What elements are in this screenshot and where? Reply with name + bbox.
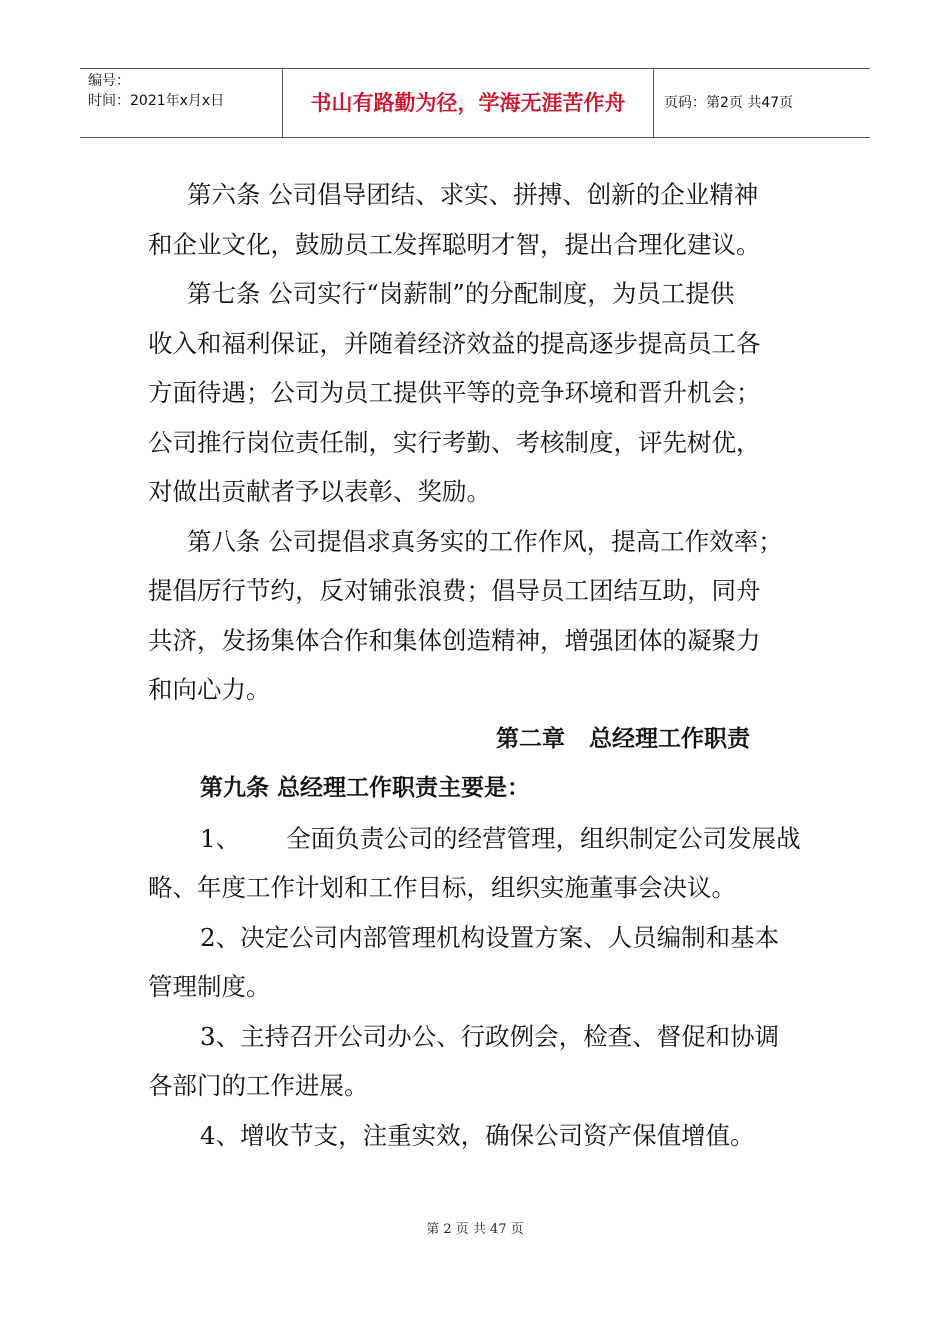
item-3-line: 各部门的工作进展。 [148,1071,369,1100]
article-8-line: 提倡厉行节约，反对铺张浪费；倡导员工团结互助，同舟 [148,576,761,605]
item-1-number: 1、 [200,823,241,853]
header-page-number: 页码：第2页 共47页 [664,95,794,111]
article-7-line: 公司推行岗位责任制，实行考勤、考核制度，评先树优， [148,427,761,457]
item-1-text: 全面负责公司的经营管理，组织制定公司发展战 [286,823,801,853]
article-7-line: 对做出贡献者予以表彰、奖励。 [148,477,491,506]
article-6-line: 第六条 公司倡导团结、求实、拼搏、创新的企业精神 [187,180,759,209]
document-number-label: 编号： [88,73,130,89]
chapter-number: 第二章 [496,725,565,752]
article-7-line: 第七条 公司实行“岗薪制”的分配制度，为员工提供 [187,279,735,308]
page-footer: 第 2 页 共 47 页 [426,1222,524,1237]
item-2-line: 2、决定公司内部管理机构设置方案、人员编制和基本 [200,922,780,952]
header-meta [80,69,282,137]
item-4-line: 4、增收节支，注重实效，确保公司资产保值增值。 [200,1120,755,1150]
page-header [80,68,870,138]
item-1-line: 略、年度工作计划和工作目标，组织实施董事会决议。 [148,873,736,902]
item-2-line: 管理制度。 [148,972,271,1001]
header-motto: 书山有路勤为径，学海无涯苦作舟 [282,69,654,137]
article-8-line: 第八条 公司提倡求真务实的工作作风，提高工作效率； [187,526,783,556]
article-8-line: 共济，发扬集体合作和集体创造精神，增强团体的凝聚力 [148,625,761,655]
article-6-line: 和企业文化，鼓励员工发挥聪明才智，提出合理化建议。 [148,229,761,259]
article-7-line: 收入和福利保证，并随着经济效益的提高逐步提高员工各 [148,328,761,358]
document-time-label: 时间：2021年x月x日 [88,93,225,109]
article-9-heading: 第九条 总经理工作职责主要是： [200,775,531,801]
item-1-line [148,814,808,864]
article-8-line: 和向心力。 [148,675,271,704]
document-body [148,170,808,1160]
article-7-line: 方面待遇；公司为员工提供平等的竞争环境和晋升机会； [148,378,761,407]
chapter-title: 总经理工作职责 [589,725,750,752]
item-3-line: 3、主持召开公司办公、行政例会，检查、督促和协调 [200,1021,780,1051]
chapter-heading [148,715,808,765]
